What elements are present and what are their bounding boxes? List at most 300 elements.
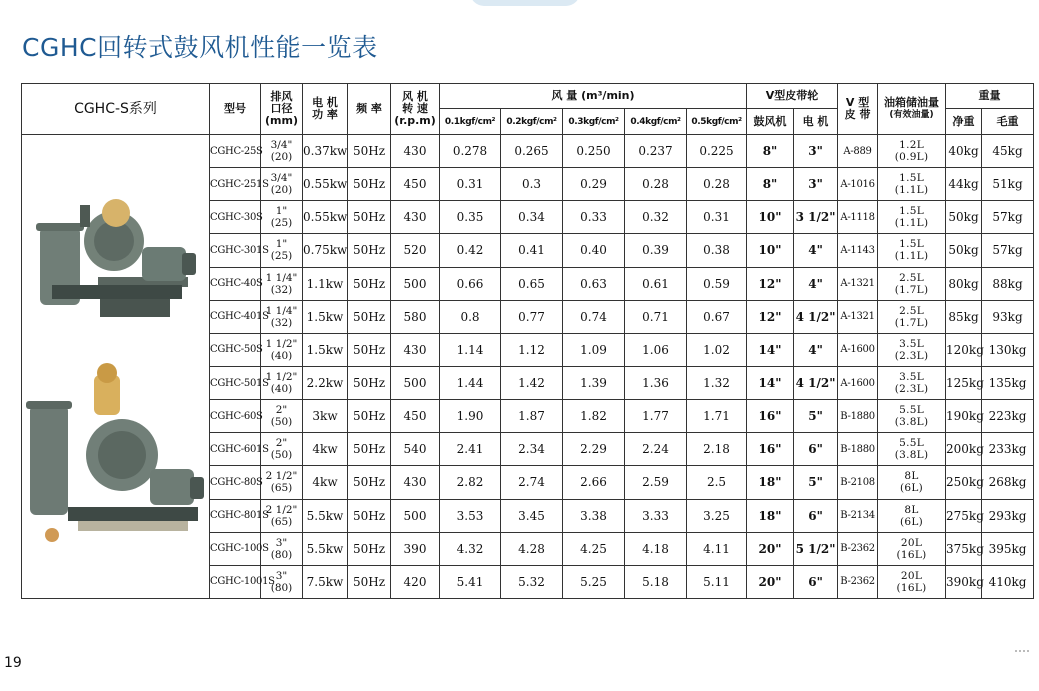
- air-volume-cell: 1.71: [687, 400, 747, 433]
- gross-weight-header: 毛重: [982, 109, 1034, 135]
- oil-cell: [878, 168, 946, 201]
- oil-cell: [878, 234, 946, 267]
- frequency-cell: 50Hz: [348, 267, 391, 300]
- air-volume-cell: 2.74: [501, 466, 563, 499]
- air-volume-cell: 5.41: [440, 565, 501, 598]
- model-cell: CGHC-601S: [210, 433, 261, 466]
- port-cell: [261, 333, 303, 366]
- oil-cell: [878, 466, 946, 499]
- oil-cell: [878, 565, 946, 598]
- vbelt-cell: B-2134: [838, 499, 878, 532]
- speed-header: [391, 84, 440, 135]
- gross-weight-cell: 57kg: [982, 201, 1034, 234]
- air-volume-cell: 0.67: [687, 300, 747, 333]
- gross-weight-cell: 45kg: [982, 135, 1034, 168]
- pulley-blower-cell: 10": [747, 201, 794, 234]
- port-cell-line: 1 1/2": [265, 337, 298, 350]
- oil-cell-line: 1.5L: [899, 205, 924, 218]
- speed-cell: 420: [391, 565, 440, 598]
- air-volume-cell: 0.31: [440, 168, 501, 201]
- port-cell-line: 3": [275, 536, 288, 549]
- port-cell-line: 2 1/2": [265, 470, 298, 483]
- air-volume-cell: 0.278: [440, 135, 501, 168]
- port-cell-line: 2 1/2": [265, 503, 298, 516]
- frequency-cell: 50Hz: [348, 565, 391, 598]
- pulley-motor-cell: 6": [794, 433, 838, 466]
- air-volume-cell: 5.25: [563, 565, 625, 598]
- oil-cell-line: (2.3L): [894, 349, 929, 362]
- corner-mark: [1015, 650, 1029, 655]
- frequency-header: 频 率: [348, 84, 391, 135]
- air-volume-cell: 2.59: [625, 466, 687, 499]
- gross-weight-cell: 57kg: [982, 234, 1034, 267]
- air-volume-cell: 0.33: [563, 201, 625, 234]
- pulley-blower-cell: 12": [747, 300, 794, 333]
- frequency-cell: 50Hz: [348, 400, 391, 433]
- pressure-header: 0.5kgf/cm²: [687, 109, 747, 135]
- motor-power-cell: 5.5kw: [303, 532, 348, 565]
- pulley-motor-header: 电 机: [794, 109, 838, 135]
- port-header-line: (mm): [265, 114, 298, 127]
- oil-cell-line: 8L: [904, 470, 919, 483]
- net-weight-cell: 50kg: [946, 201, 982, 234]
- vbelt-cell: A-889: [838, 135, 878, 168]
- oil-cell: [878, 300, 946, 333]
- vbelt-cell: A-1118: [838, 201, 878, 234]
- net-weight-cell: 125kg: [946, 366, 982, 399]
- oil-header-line: (有效油量): [889, 110, 934, 120]
- frequency-cell: 50Hz: [348, 532, 391, 565]
- motor-power-cell: 2.2kw: [303, 366, 348, 399]
- oil-cell-line: 1.2L: [899, 139, 924, 152]
- gross-weight-cell: 135kg: [982, 366, 1034, 399]
- vbelt-cell: A-1143: [838, 234, 878, 267]
- net-weight-cell: 80kg: [946, 267, 982, 300]
- net-weight-cell: 275kg: [946, 499, 982, 532]
- motor-power-cell: 0.55kw: [303, 201, 348, 234]
- frequency-cell: 50Hz: [348, 234, 391, 267]
- oil-cell-line: 20L: [900, 569, 923, 582]
- oil-cell-line: (2.3L): [894, 383, 929, 396]
- pressure-header: 0.4kgf/cm²: [625, 109, 687, 135]
- air-volume-cell: 0.237: [625, 135, 687, 168]
- pressure-header: 0.3kgf/cm²: [563, 109, 625, 135]
- speed-cell: 430: [391, 135, 440, 168]
- pulley-motor-cell: 5": [794, 400, 838, 433]
- blower-illustrations: [22, 135, 210, 595]
- oil-cell-line: 20L: [900, 536, 923, 549]
- oil-cell: [878, 333, 946, 366]
- pulley-blower-cell: 16": [747, 433, 794, 466]
- model-cell: CGHC-301S: [210, 234, 261, 267]
- oil-cell-line: (1.7L): [894, 316, 929, 329]
- pulley-blower-cell: 10": [747, 234, 794, 267]
- frequency-cell: 50Hz: [348, 300, 391, 333]
- air-volume-cell: 4.11: [687, 532, 747, 565]
- pulley-motor-cell: 3": [794, 135, 838, 168]
- pulley-blower-cell: 8": [747, 168, 794, 201]
- gross-weight-cell: 395kg: [982, 532, 1034, 565]
- pulley-blower-cell: 18": [747, 466, 794, 499]
- oil-cell: [878, 267, 946, 300]
- air-volume-cell: 5.32: [501, 565, 563, 598]
- model-cell: CGHC-251S: [210, 168, 261, 201]
- pulley-blower-header: 鼓风机: [747, 109, 794, 135]
- net-weight-cell: 85kg: [946, 300, 982, 333]
- model-cell: CGHC-100S: [210, 532, 261, 565]
- air-volume-cell: 0.59: [687, 267, 747, 300]
- weight-header: 重量: [946, 84, 1034, 109]
- oil-cell: [878, 201, 946, 234]
- page-number: 19: [4, 655, 22, 671]
- pulley-blower-cell: 14": [747, 333, 794, 366]
- net-weight-cell: 40kg: [946, 135, 982, 168]
- port-cell: [261, 135, 303, 168]
- pulley-blower-cell: 18": [747, 499, 794, 532]
- oil-cell-line: (0.9L): [894, 151, 929, 164]
- air-volume-cell: 4.25: [563, 532, 625, 565]
- air-volume-cell: 1.82: [563, 400, 625, 433]
- port-cell-line: 1 1/2": [265, 371, 298, 384]
- gross-weight-cell: 268kg: [982, 466, 1034, 499]
- pulley-motor-cell: 4": [794, 267, 838, 300]
- pulley-blower-cell: 16": [747, 400, 794, 433]
- motor-power-cell: 1.5kw: [303, 333, 348, 366]
- port-cell-line: (80): [270, 548, 293, 561]
- frequency-cell: 50Hz: [348, 333, 391, 366]
- net-weight-cell: 190kg: [946, 400, 982, 433]
- air-volume-cell: 0.39: [625, 234, 687, 267]
- pulley-motor-cell: 6": [794, 499, 838, 532]
- top-decoration: [470, 0, 580, 6]
- air-volume-cell: 0.42: [440, 234, 501, 267]
- frequency-cell: 50Hz: [348, 201, 391, 234]
- speed-cell: 540: [391, 433, 440, 466]
- pressure-header: 0.2kgf/cm²: [501, 109, 563, 135]
- page-title: CGHC回转式鼓风机性能一览表: [22, 33, 378, 62]
- product-image-cell: [22, 135, 210, 599]
- performance-table-wrap: [21, 83, 1033, 599]
- vbelt-cell: B-1880: [838, 433, 878, 466]
- oil-cell-line: (6L): [900, 515, 924, 528]
- model-cell: CGHC-401S: [210, 300, 261, 333]
- oil-header: [878, 84, 946, 135]
- port-cell-line: 1 1/4": [265, 304, 298, 317]
- oil-cell: [878, 135, 946, 168]
- air-volume-cell: 1.42: [501, 366, 563, 399]
- table-body: [22, 135, 1034, 599]
- pulley-motor-cell: 5 1/2": [794, 532, 838, 565]
- vbelt-pulley-header: V型皮带轮: [747, 84, 838, 109]
- motor-power-header: [303, 84, 348, 135]
- motor-header-line: 功 率: [312, 108, 338, 121]
- net-weight-cell: 250kg: [946, 466, 982, 499]
- oil-cell: [878, 433, 946, 466]
- port-cell: [261, 267, 303, 300]
- port-cell-line: 3/4": [270, 172, 293, 185]
- speed-header-line: (r.p.m): [394, 114, 436, 127]
- pulley-motor-cell: 3 1/2": [794, 201, 838, 234]
- port-header-line: 口径: [270, 102, 293, 115]
- port-cell-line: 1": [275, 205, 288, 218]
- port-cell-line: (50): [270, 449, 293, 462]
- model-cell: CGHC-50S: [210, 333, 261, 366]
- air-volume-cell: 1.32: [687, 366, 747, 399]
- air-volume-cell: 4.32: [440, 532, 501, 565]
- oil-cell-line: (1.1L): [894, 250, 929, 263]
- oil-header-line: 油箱储油量: [884, 96, 940, 109]
- air-volume-cell: 2.34: [501, 433, 563, 466]
- oil-cell-line: 3.5L: [899, 337, 924, 350]
- oil-cell: [878, 499, 946, 532]
- oil-cell-line: 1.5L: [899, 172, 924, 185]
- performance-table: [21, 83, 1034, 599]
- net-weight-cell: 200kg: [946, 433, 982, 466]
- pulley-blower-cell: 8": [747, 135, 794, 168]
- air-volume-cell: 0.38: [687, 234, 747, 267]
- air-volume-cell: 2.66: [563, 466, 625, 499]
- air-volume-cell: 5.11: [687, 565, 747, 598]
- port-cell-line: (40): [270, 383, 293, 396]
- air-volume-cell: 0.32: [625, 201, 687, 234]
- oil-cell: [878, 532, 946, 565]
- air-volume-cell: 1.39: [563, 366, 625, 399]
- air-volume-cell: 2.5: [687, 466, 747, 499]
- air-volume-cell: 1.02: [687, 333, 747, 366]
- air-volume-cell: 0.250: [563, 135, 625, 168]
- air-volume-cell: 1.06: [625, 333, 687, 366]
- net-weight-cell: 390kg: [946, 565, 982, 598]
- vbelt-cell: A-1016: [838, 168, 878, 201]
- oil-cell-line: (1.1L): [894, 217, 929, 230]
- vbelt-header: [838, 84, 878, 135]
- frequency-cell: 50Hz: [348, 499, 391, 532]
- air-volume-cell: 0.35: [440, 201, 501, 234]
- speed-cell: 520: [391, 234, 440, 267]
- air-volume-cell: 0.41: [501, 234, 563, 267]
- oil-cell-line: 5.5L: [899, 437, 924, 450]
- air-volume-cell: 0.77: [501, 300, 563, 333]
- air-volume-cell: 2.24: [625, 433, 687, 466]
- air-volume-header: 风 量 (m³/min): [440, 84, 747, 109]
- pressure-header: 0.1kgf/cm²: [440, 109, 501, 135]
- pulley-motor-cell: 4": [794, 333, 838, 366]
- air-volume-cell: 3.33: [625, 499, 687, 532]
- model-cell: CGHC-60S: [210, 400, 261, 433]
- blower-image-2: [26, 363, 204, 542]
- air-volume-cell: 0.71: [625, 300, 687, 333]
- vbelt-cell: A-1600: [838, 366, 878, 399]
- port-cell-line: (65): [270, 482, 293, 495]
- port-header-line: 排风: [270, 90, 293, 103]
- pulley-blower-cell: 20": [747, 565, 794, 598]
- oil-cell-line: (3.8L): [894, 416, 929, 429]
- port-cell-line: (20): [270, 151, 293, 164]
- frequency-cell: 50Hz: [348, 168, 391, 201]
- oil-cell-line: (1.7L): [894, 283, 929, 296]
- speed-cell: 450: [391, 400, 440, 433]
- port-cell: [261, 201, 303, 234]
- air-volume-cell: 0.3: [501, 168, 563, 201]
- model-cell: CGHC-30S: [210, 201, 261, 234]
- air-volume-cell: 0.40: [563, 234, 625, 267]
- oil-cell: [878, 366, 946, 399]
- port-cell-line: (40): [270, 349, 293, 362]
- air-volume-cell: 0.61: [625, 267, 687, 300]
- vbelt-cell: B-2108: [838, 466, 878, 499]
- air-volume-cell: 0.225: [687, 135, 747, 168]
- speed-cell: 450: [391, 168, 440, 201]
- oil-cell-line: (6L): [900, 482, 924, 495]
- speed-cell: 390: [391, 532, 440, 565]
- motor-power-cell: 1.5kw: [303, 300, 348, 333]
- oil-cell-line: (16L): [896, 548, 927, 561]
- air-volume-cell: 0.28: [687, 168, 747, 201]
- air-volume-cell: 1.90: [440, 400, 501, 433]
- pulley-motor-cell: 4 1/2": [794, 300, 838, 333]
- air-volume-cell: 4.28: [501, 532, 563, 565]
- motor-power-cell: 1.1kw: [303, 267, 348, 300]
- speed-header-line: 转 速: [402, 102, 428, 115]
- speed-cell: 500: [391, 267, 440, 300]
- air-volume-cell: 1.36: [625, 366, 687, 399]
- model-header: 型号: [210, 84, 261, 135]
- vbelt-cell: B-1880: [838, 400, 878, 433]
- oil-cell-line: 1.5L: [899, 238, 924, 251]
- air-volume-cell: 1.14: [440, 333, 501, 366]
- air-volume-cell: 1.44: [440, 366, 501, 399]
- gross-weight-cell: 51kg: [982, 168, 1034, 201]
- motor-power-cell: 0.37kw: [303, 135, 348, 168]
- model-cell: CGHC-80S: [210, 466, 261, 499]
- gross-weight-cell: 233kg: [982, 433, 1034, 466]
- air-volume-cell: 3.53: [440, 499, 501, 532]
- port-cell-line: (50): [270, 416, 293, 429]
- oil-cell-line: 8L: [904, 503, 919, 516]
- air-volume-cell: 1.12: [501, 333, 563, 366]
- air-volume-cell: 0.65: [501, 267, 563, 300]
- port-cell-line: (25): [270, 217, 293, 230]
- frequency-cell: 50Hz: [348, 433, 391, 466]
- speed-cell: 580: [391, 300, 440, 333]
- gross-weight-cell: 130kg: [982, 333, 1034, 366]
- vbelt-header-line: 皮 带: [844, 108, 871, 121]
- blower-image-1: [36, 199, 196, 317]
- oil-cell-line: 2.5L: [899, 304, 924, 317]
- air-volume-cell: 3.45: [501, 499, 563, 532]
- air-volume-cell: 0.66: [440, 267, 501, 300]
- air-volume-cell: 0.74: [563, 300, 625, 333]
- vbelt-cell: A-1321: [838, 300, 878, 333]
- gross-weight-cell: 93kg: [982, 300, 1034, 333]
- frequency-cell: 50Hz: [348, 135, 391, 168]
- model-cell: CGHC-40S: [210, 267, 261, 300]
- net-weight-cell: 375kg: [946, 532, 982, 565]
- pulley-motor-cell: 5": [794, 466, 838, 499]
- speed-cell: 500: [391, 499, 440, 532]
- air-volume-cell: 0.29: [563, 168, 625, 201]
- port-cell-line: 2": [275, 437, 288, 450]
- air-volume-cell: 0.28: [625, 168, 687, 201]
- model-cell: CGHC-501S: [210, 366, 261, 399]
- vbelt-cell: A-1600: [838, 333, 878, 366]
- oil-cell-line: (1.1L): [894, 184, 929, 197]
- table-row: [22, 135, 1034, 168]
- port-cell-line: (80): [270, 581, 293, 594]
- port-cell-line: 3/4": [270, 139, 293, 152]
- air-volume-cell: 0.63: [563, 267, 625, 300]
- oil-cell-line: 2.5L: [899, 271, 924, 284]
- air-volume-cell: 3.25: [687, 499, 747, 532]
- air-volume-cell: 2.18: [687, 433, 747, 466]
- speed-cell: 500: [391, 366, 440, 399]
- model-cell: CGHC-25S: [210, 135, 261, 168]
- series-header: CGHC-S系列: [22, 84, 210, 135]
- speed-header-line: 风 机: [402, 90, 428, 103]
- pulley-blower-cell: 12": [747, 267, 794, 300]
- air-volume-cell: 0.265: [501, 135, 563, 168]
- port-header: [261, 84, 303, 135]
- net-weight-cell: 44kg: [946, 168, 982, 201]
- vbelt-cell: B-2362: [838, 565, 878, 598]
- air-volume-cell: 0.31: [687, 201, 747, 234]
- vbelt-cell: A-1321: [838, 267, 878, 300]
- vbelt-header-line: V 型: [845, 96, 870, 109]
- air-volume-cell: 2.82: [440, 466, 501, 499]
- air-volume-cell: 1.09: [563, 333, 625, 366]
- air-volume-cell: 1.87: [501, 400, 563, 433]
- motor-power-cell: 3kw: [303, 400, 348, 433]
- gross-weight-cell: 88kg: [982, 267, 1034, 300]
- frequency-cell: 50Hz: [348, 466, 391, 499]
- motor-header-line: 电 机: [312, 96, 338, 109]
- model-cell: CGHC-1001S: [210, 565, 261, 598]
- net-weight-header: 净重: [946, 109, 982, 135]
- motor-power-cell: 0.55kw: [303, 168, 348, 201]
- air-volume-cell: 0.8: [440, 300, 501, 333]
- air-volume-cell: 5.18: [625, 565, 687, 598]
- frequency-cell: 50Hz: [348, 366, 391, 399]
- oil-cell-line: (3.8L): [894, 449, 929, 462]
- motor-power-cell: 7.5kw: [303, 565, 348, 598]
- model-cell: CGHC-801S: [210, 499, 261, 532]
- port-cell-line: 1 1/4": [265, 271, 298, 284]
- net-weight-cell: 120kg: [946, 333, 982, 366]
- port-cell: [261, 466, 303, 499]
- port-cell-line: (25): [270, 250, 293, 263]
- speed-cell: 430: [391, 333, 440, 366]
- air-volume-cell: 3.38: [563, 499, 625, 532]
- port-cell-line: (20): [270, 184, 293, 197]
- net-weight-cell: 50kg: [946, 234, 982, 267]
- air-volume-cell: 2.41: [440, 433, 501, 466]
- oil-cell-line: 5.5L: [899, 404, 924, 417]
- pulley-motor-cell: 4 1/2": [794, 366, 838, 399]
- port-cell-line: 2": [275, 404, 288, 417]
- pulley-motor-cell: 4": [794, 234, 838, 267]
- oil-cell-line: 3.5L: [899, 371, 924, 384]
- gross-weight-cell: 410kg: [982, 565, 1034, 598]
- pulley-blower-cell: 20": [747, 532, 794, 565]
- port-cell-line: (32): [270, 316, 293, 329]
- port-cell-line: (65): [270, 515, 293, 528]
- motor-power-cell: 5.5kw: [303, 499, 348, 532]
- air-volume-cell: 2.29: [563, 433, 625, 466]
- pulley-blower-cell: 14": [747, 366, 794, 399]
- pulley-motor-cell: 3": [794, 168, 838, 201]
- oil-cell-line: (16L): [896, 581, 927, 594]
- port-cell: [261, 400, 303, 433]
